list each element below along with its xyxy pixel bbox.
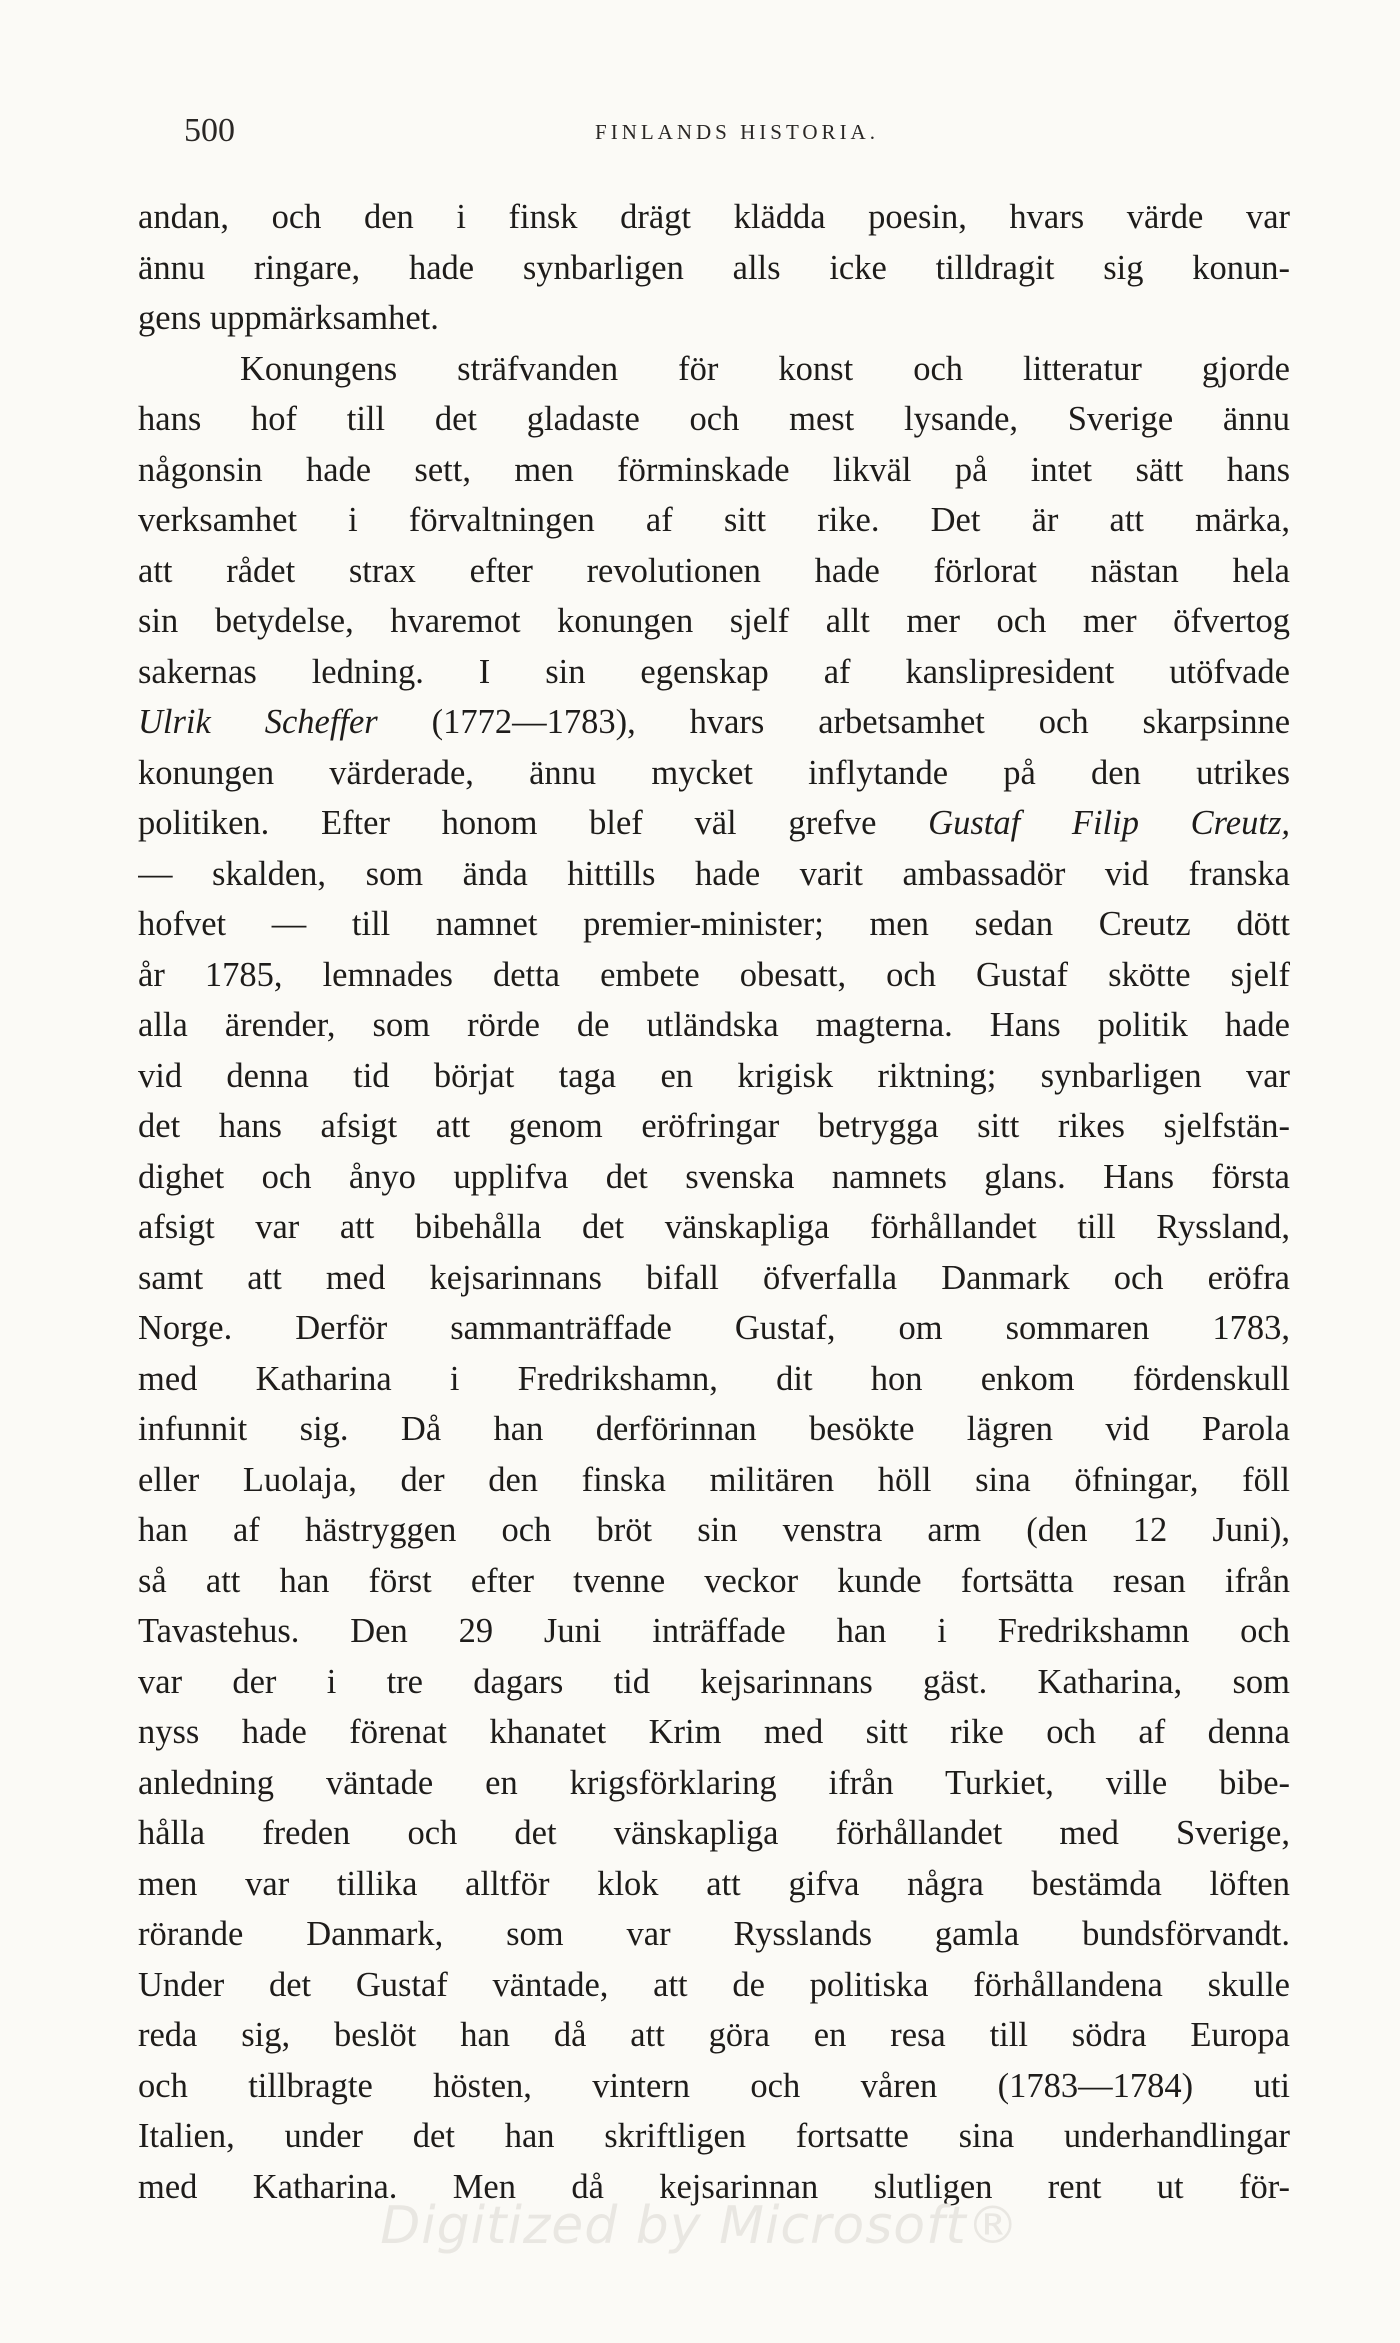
page-number: 500	[184, 112, 235, 149]
text-line: och tillbragte hösten, vintern och våren (1783—1784) uti	[138, 2066, 1290, 2105]
text-line: anledning väntade en krigsförklaring ifrån Turkiet, ville bibe-	[138, 1763, 1290, 1802]
text-line: verksamhet i förvaltningen af sitt rike. Det är att märka,	[138, 501, 1290, 539]
text-line: någonsin hade sett, men förminskade likväl på intet sätt hans	[138, 450, 1290, 489]
text-line: sin betydelse, hvaremot konungen sjelf allt mer och mer öfvertog	[138, 602, 1290, 640]
body-text	[138, 192, 1290, 2212]
digitization-watermark: Digitized by Microsoft®	[380, 2196, 1020, 2256]
text-line: Ulrik Scheffer (1772—1783), hvars arbetsamhet och skarpsinne	[138, 703, 1290, 741]
text-line: Under det Gustaf väntade, att de politiska förhållandena skulle	[138, 1965, 1290, 2004]
running-head: FINLANDS HISTORIA.	[595, 120, 879, 144]
text-line: så att han först efter tvenne veckor kunde fortsätta resan ifrån	[138, 1561, 1290, 1600]
text-line: hans hof till det gladaste och mest lysande, Sverige ännu	[138, 400, 1290, 438]
text-line: år 1785, lemnades detta embete obesatt, och Gustaf skötte sjelf	[138, 955, 1290, 994]
text-line: det hans afsigt att genom eröfringar betrygga sitt rikes sjelfstän-	[138, 1107, 1290, 1145]
text-line: Tavastehus. Den 29 Juni inträffade han i Fredrikshamn och	[138, 1612, 1290, 1650]
text-line: Norge. Derför sammanträffade Gustaf, om sommaren 1783,	[138, 1309, 1290, 1347]
text-line: hofvet — till namnet premier-minister; men sedan Creutz dött	[138, 905, 1290, 943]
text-line: afsigt var att bibehålla det vänskapliga förhållandet till Ryssland,	[138, 1208, 1290, 1246]
text-line: hålla freden och det vänskapliga förhållandet med Sverige,	[138, 1814, 1290, 1852]
text-line: Italien, under det han skriftligen fortsatte sina underhandlingar	[138, 2117, 1290, 2155]
text-line: gens uppmärksamhet.	[138, 299, 439, 337]
text-line: ännu ringare, hade synbarligen alls icke tilldragit sig konun-	[138, 248, 1290, 287]
text-line: politiken. Efter honom blef väl grefve Gustaf Filip Creutz,	[138, 804, 1290, 842]
page-header	[184, 112, 1290, 158]
text-line: andan, och den i finsk drägt klädda poesin, hvars värde var	[138, 198, 1290, 236]
text-line: han af hästryggen och bröt sin venstra arm (den 12 Juni),	[138, 1511, 1290, 1549]
text-line: nyss hade förenat khanatet Krim med sitt rike och af denna	[138, 1713, 1290, 1751]
text-line: Konungens sträfvanden för konst och litteratur gjorde	[240, 349, 1290, 388]
text-line: var der i tre dagars tid kejsarinnans gäst. Katharina, som	[138, 1662, 1290, 1701]
text-line: alla ärender, som rörde de utländska magterna. Hans politik hade	[138, 1006, 1290, 1044]
text-line: — skalden, som ända hittills hade varit ambassadör vid franska	[138, 854, 1290, 893]
text-line: med Katharina i Fredrikshamn, dit hon enkom fördenskull	[138, 1359, 1290, 1398]
text-line: sakernas ledning. I sin egenskap af kanslipresident utöfvade	[138, 652, 1290, 691]
text-line: eller Luolaja, der den finska militären höll sina öfningar, föll	[138, 1460, 1290, 1499]
text-line: med Katharina. Men då kejsarinnan slutligen rent ut för-	[138, 2167, 1290, 2206]
text-line: konungen värderade, ännu mycket inflytande på den utrikes	[138, 753, 1290, 792]
text-line: rörande Danmark, som var Rysslands gamla bundsförvandt.	[138, 1915, 1290, 1953]
text-line: att rådet strax efter revolutionen hade förlorat nästan hela	[138, 551, 1290, 590]
text-line: dighet och ånyo upplifva det svenska namnets glans. Hans första	[138, 1157, 1290, 1196]
text-line: vid denna tid börjat taga en krigisk riktning; synbarligen var	[138, 1056, 1290, 1095]
text-line: reda sig, beslöt han då att göra en resa till södra Europa	[138, 2016, 1290, 2054]
text-line: infunnit sig. Då han derförinnan besökte lägren vid Parola	[138, 1410, 1290, 1448]
text-line: men var tillika alltför klok att gifva några bestämda löften	[138, 1864, 1290, 1903]
text-line: samt att med kejsarinnans bifall öfverfalla Danmark och eröfra	[138, 1258, 1290, 1297]
